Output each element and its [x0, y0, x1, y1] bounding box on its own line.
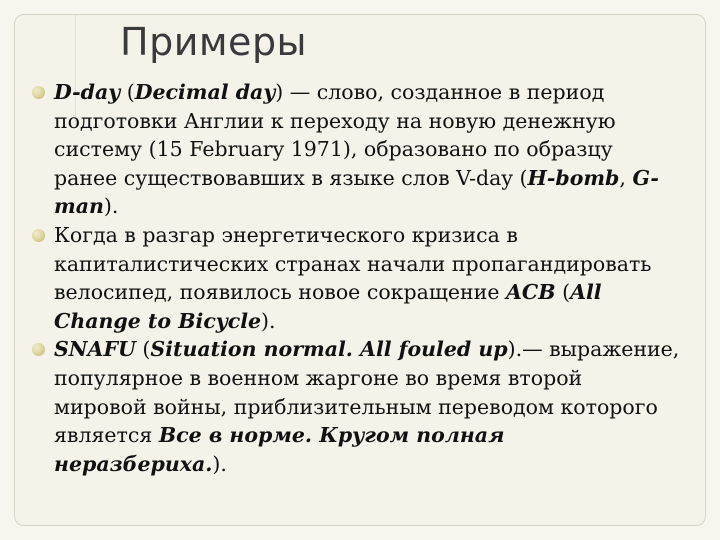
text: ).— выражение, популярное в военном жаргоне во время второй мировой войны, приблизительным переводом которого является: [54, 337, 680, 448]
translation: Все в норме. Кругом полная неразбериха.: [54, 423, 505, 476]
bullet-icon: [32, 343, 45, 356]
text: Когда в разгар энергетического кризиса в капиталистических странах начали пропагандировать велосипед, появилось новое сокращение: [54, 222, 652, 305]
text: ).: [103, 194, 119, 219]
text: ,: [619, 165, 633, 190]
slide-content: [30, 78, 680, 478]
term-expansion: Decimal day: [134, 80, 276, 104]
list-item: [30, 78, 680, 221]
term: ACB: [505, 280, 556, 305]
text: ).: [212, 451, 227, 476]
term-expansion: Situation normal. All fouled up: [150, 337, 508, 362]
bullet-icon: [32, 86, 45, 99]
text: ) — слово, созданное в период подготовки Англии к переходу на новую денежную систему (15 February 1971), образовано по образцу ранее существовавших в языке слов V-day (: [54, 80, 616, 190]
term: G-man: [54, 165, 659, 219]
term: H-bomb: [527, 165, 620, 190]
term: SNAFU: [54, 337, 136, 362]
text: (: [120, 80, 135, 104]
term-expansion: All Change to Bicycle: [54, 280, 602, 333]
slide-title: Примеры: [120, 20, 308, 64]
text: (: [135, 337, 151, 362]
term: D-day: [54, 80, 121, 104]
list-item: [30, 335, 680, 478]
bullet-icon: [32, 229, 45, 242]
list-item: [30, 221, 680, 335]
bullet-list: [30, 78, 680, 478]
text: ).: [261, 308, 276, 333]
text: (: [555, 280, 571, 305]
